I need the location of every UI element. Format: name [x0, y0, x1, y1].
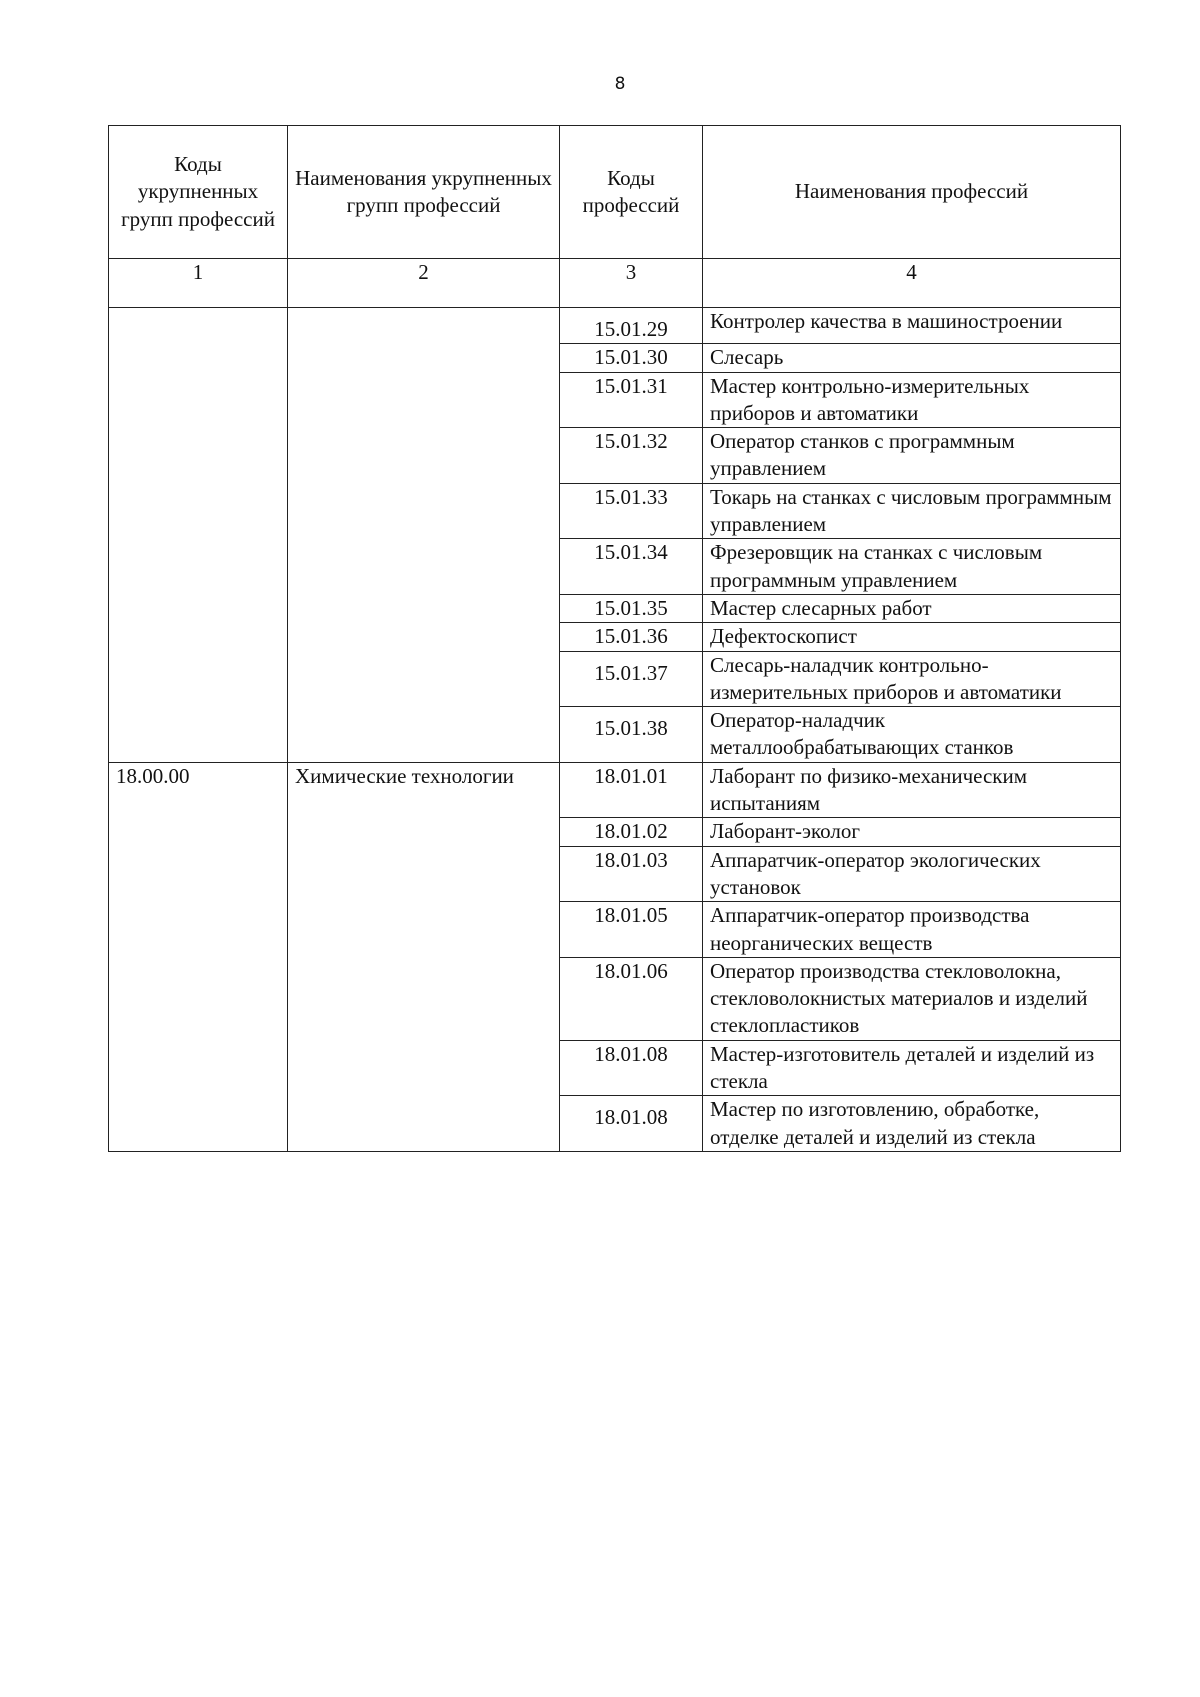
- header-group-codes: Коды укрупненных групп профессий: [109, 126, 288, 259]
- profession-name-cell: Дефектоскопист: [703, 623, 1121, 651]
- profession-name-cell: Слесарь-наладчик контрольно-измерительных приборов и автоматики: [703, 651, 1121, 707]
- profession-code-cell: 18.01.05: [560, 902, 703, 958]
- professions-table: [108, 125, 1121, 1152]
- profession-name-cell: Мастер слесарных работ: [703, 594, 1121, 622]
- profession-name-cell: Лаборант по физико-механическим испытаниям: [703, 762, 1121, 818]
- profession-code-cell: 15.01.35: [560, 594, 703, 622]
- profession-code-cell: 18.01.06: [560, 957, 703, 1040]
- profession-code-cell: 15.01.30: [560, 344, 703, 372]
- group-code-cell: 18.00.00: [109, 762, 288, 1151]
- profession-code-cell: 18.01.03: [560, 846, 703, 902]
- profession-code-cell: 15.01.29: [560, 308, 703, 344]
- group-name-cell: Химические технологии: [288, 762, 560, 1151]
- header-profession-names: Наименования профессий: [703, 126, 1121, 259]
- profession-name-cell: Оператор станков с программным управлением: [703, 428, 1121, 484]
- profession-code-cell: 18.01.08: [560, 1096, 703, 1152]
- profession-code-cell: 15.01.36: [560, 623, 703, 651]
- group-name-cell: [288, 308, 560, 763]
- column-number: 1: [109, 259, 288, 308]
- profession-name-cell: Мастер-изготовитель деталей и изделий из стекла: [703, 1040, 1121, 1096]
- profession-name-cell: Мастер по изготовлению, обработке, отделке деталей и изделий из стекла: [703, 1096, 1121, 1152]
- profession-code-cell: 15.01.31: [560, 372, 703, 428]
- profession-code-cell: 15.01.38: [560, 707, 703, 763]
- column-number: 4: [703, 259, 1121, 308]
- profession-code-cell: 18.01.08: [560, 1040, 703, 1096]
- page-number: 8: [614, 74, 626, 94]
- column-number: 3: [560, 259, 703, 308]
- profession-name-cell: Аппаратчик-оператор производства неорганических веществ: [703, 902, 1121, 958]
- column-number: 2: [288, 259, 560, 308]
- profession-code-cell: 15.01.37: [560, 651, 703, 707]
- profession-name-cell: Оператор-наладчик металлообрабатывающих станков: [703, 707, 1121, 763]
- profession-name-cell: Мастер контрольно-измерительных приборов и автоматики: [703, 372, 1121, 428]
- profession-name-cell: Аппаратчик-оператор экологических установок: [703, 846, 1121, 902]
- table-row: [109, 762, 1121, 818]
- column-number-row: [109, 259, 1121, 308]
- profession-name-cell: Токарь на станках с числовым программным управлением: [703, 483, 1121, 539]
- profession-name-cell: Контролер качества в машиностроении: [703, 308, 1121, 344]
- table-body: [109, 308, 1121, 1152]
- header-row: [109, 126, 1121, 259]
- profession-code-cell: 15.01.34: [560, 539, 703, 595]
- profession-name-cell: Лаборант-эколог: [703, 818, 1121, 846]
- table-row: [109, 308, 1121, 344]
- header-group-names: Наименования укрупненных групп профессий: [288, 126, 560, 259]
- profession-name-cell: Слесарь: [703, 344, 1121, 372]
- profession-code-cell: 18.01.02: [560, 818, 703, 846]
- profession-name-cell: Фрезеровщик на станках с числовым программным управлением: [703, 539, 1121, 595]
- profession-name-cell: Оператор производства стекловолокна, стекловолокнистых материалов и изделий стеклопластиков: [703, 957, 1121, 1040]
- header-profession-codes: Коды профессий: [560, 126, 703, 259]
- profession-code-cell: 18.01.01: [560, 762, 703, 818]
- group-code-cell: [109, 308, 288, 763]
- profession-code-cell: 15.01.32: [560, 428, 703, 484]
- profession-code-cell: 15.01.33: [560, 483, 703, 539]
